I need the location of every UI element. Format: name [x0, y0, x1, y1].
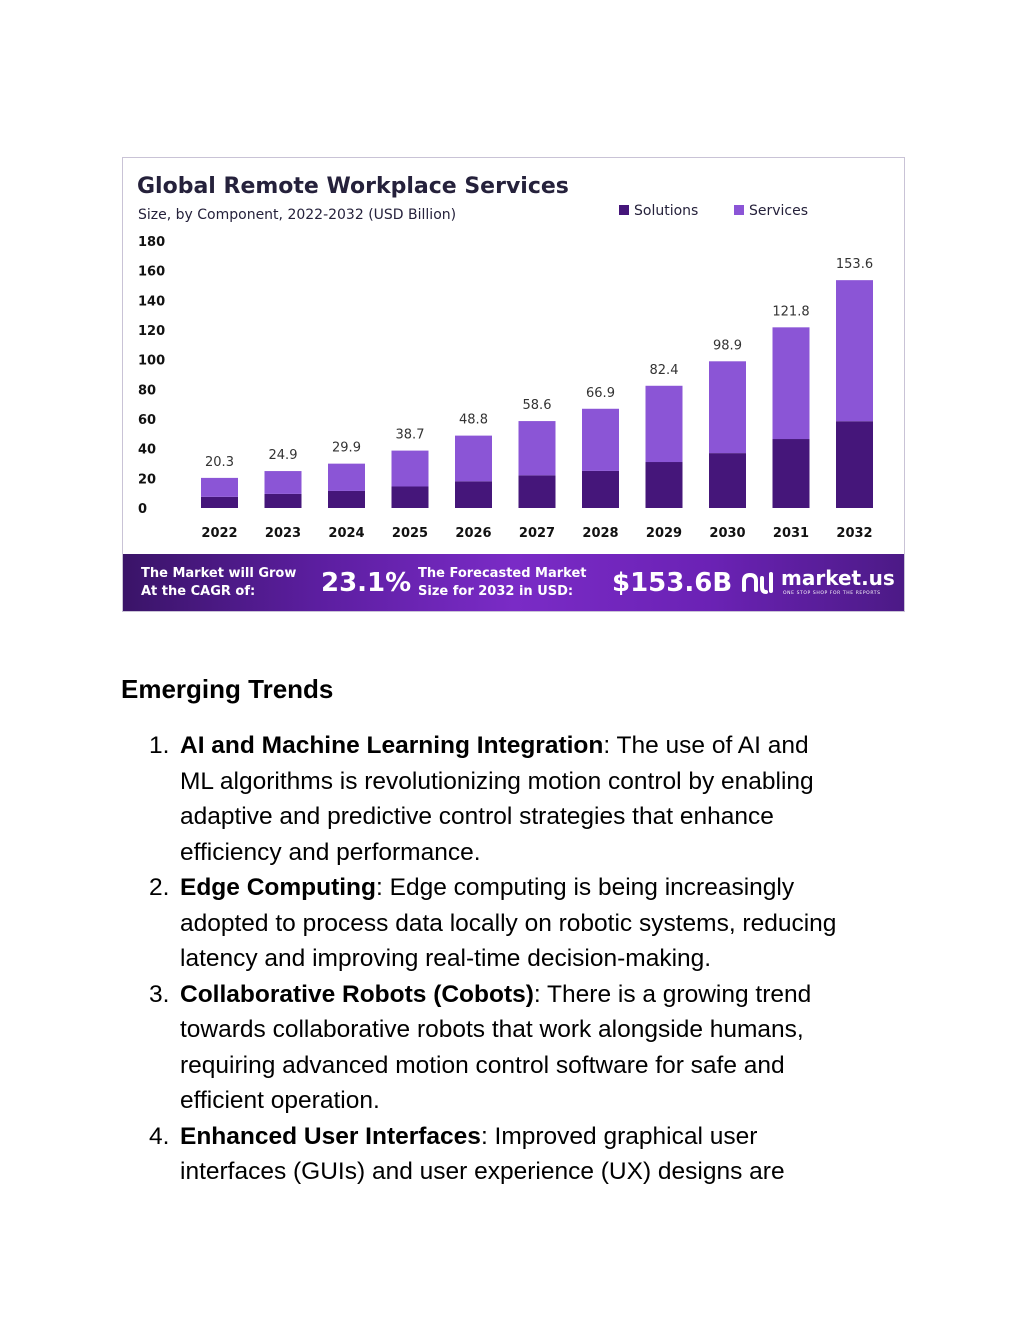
bar-solutions-2027 — [519, 475, 556, 508]
y-tick-label: 160 — [138, 264, 166, 280]
market-us-logo-tagline: ONE STOP SHOP FOR THE REPORTS — [783, 591, 881, 596]
y-tick-label: 40 — [138, 442, 157, 458]
cagr-value: 23.1% — [321, 568, 412, 598]
x-axis — [201, 526, 872, 541]
trend-title: AI and Machine Learning Integration — [180, 732, 604, 759]
trend-text: : The use of AI and — [603, 732, 809, 759]
chart-title: Global Remote Workplace Services — [137, 174, 569, 199]
legend-label-solutions: Solutions — [634, 203, 699, 219]
data-label-2022: 20.3 — [205, 454, 234, 470]
trend-text: efficient operation. — [180, 1087, 380, 1114]
data-label-2026: 48.8 — [459, 412, 488, 428]
bar-solutions-2029 — [646, 462, 683, 508]
trend-title: Collaborative Robots (Cobots) — [180, 980, 534, 1008]
forecast-label-line1: The Forecasted Market — [418, 566, 587, 581]
trend-title: Edge Computing — [180, 874, 376, 901]
data-label-2028: 66.9 — [586, 385, 615, 401]
trend-number: 4. — [149, 1122, 170, 1150]
bar-services-2028 — [582, 409, 619, 471]
market-us-logo-icon — [741, 570, 775, 596]
trend-text: latency and improving real-time decision-making. — [180, 945, 712, 972]
trend-item — [121, 977, 921, 1119]
bar-services-2025 — [392, 451, 429, 487]
x-tick-label: 2029 — [645, 526, 683, 541]
x-tick-label: 2024 — [328, 526, 365, 541]
trend-text: towards collaborative robots that work alongside humans, — [180, 1016, 804, 1043]
x-tick-label: 2028 — [582, 526, 619, 541]
x-tick-label: 2026 — [455, 526, 492, 541]
trend-title: Enhanced User Interfaces — [180, 1122, 481, 1150]
x-tick-label: 2032 — [836, 526, 873, 541]
bar-services-2029 — [646, 386, 683, 462]
trend-item — [121, 1119, 921, 1190]
stacked-bar-chart — [123, 158, 904, 553]
data-label-2029: 82.4 — [649, 362, 679, 378]
legend-label-services: Services — [749, 203, 809, 219]
section-heading: Emerging Trends — [121, 674, 334, 704]
trend-text: ML algorithms is revolutionizing motion control by enabling — [180, 767, 814, 795]
x-tick-label: 2023 — [264, 526, 302, 541]
y-tick-label: 100 — [138, 353, 166, 369]
y-tick-label: 120 — [138, 324, 166, 339]
trends-list — [121, 728, 921, 1190]
data-label-2031: 121.8 — [772, 304, 810, 320]
market-us-logo-text: market.us — [781, 566, 895, 590]
legend-swatch-solutions — [619, 205, 629, 215]
y-tick-label: 0 — [138, 502, 148, 517]
y-tick-label: 80 — [138, 383, 157, 399]
cagr-label-line1: The Market will Grow — [141, 566, 297, 581]
trend-text: : There is a growing trend — [533, 980, 812, 1008]
y-axis — [138, 235, 165, 517]
trend-number: 2. — [149, 874, 170, 901]
trend-text: efficiency and performance. — [180, 838, 481, 866]
trend-text: adopted to process data locally on robotic systems, reducing — [180, 909, 837, 937]
bar-services-2032 — [836, 280, 873, 421]
cagr-label-line2: At the CAGR of: — [141, 584, 256, 599]
bar-solutions-2031 — [773, 439, 810, 508]
legend-swatch-services — [734, 205, 744, 215]
bar-services-2024 — [328, 464, 365, 491]
trend-text: : Improved graphical user — [480, 1122, 758, 1150]
x-tick-label: 2031 — [772, 526, 810, 541]
data-label-2025: 38.7 — [395, 427, 425, 443]
bar-solutions-2026 — [455, 481, 492, 508]
bar-services-2023 — [265, 471, 302, 494]
trend-item — [121, 870, 921, 977]
trend-number: 1. — [149, 732, 170, 759]
data-label-2032: 153.6 — [835, 257, 874, 273]
y-tick-label: 180 — [138, 235, 166, 250]
data-label-2030: 98.9 — [713, 338, 742, 354]
y-tick-label: 140 — [138, 294, 166, 310]
data-label-2024: 29.9 — [332, 440, 361, 456]
chart-card — [122, 157, 905, 612]
y-tick-label: 60 — [138, 413, 157, 428]
trend-item — [121, 728, 921, 870]
bar-solutions-2023 — [265, 494, 302, 508]
bar-solutions-2025 — [392, 486, 429, 508]
summary-banner — [123, 554, 904, 612]
chart-legend — [619, 203, 808, 219]
bar-services-2031 — [773, 327, 810, 439]
trend-text: adaptive and predictive control strategies that enhance — [180, 803, 774, 830]
x-tick-label: 2030 — [709, 526, 746, 541]
bar-solutions-2022 — [201, 497, 238, 508]
x-tick-label: 2027 — [518, 526, 556, 541]
bar-services-2026 — [455, 436, 492, 482]
forecast-label-line2: Size for 2032 in USD: — [418, 584, 574, 599]
bar-solutions-2030 — [709, 453, 746, 508]
bar-solutions-2032 — [836, 421, 873, 508]
trend-text: interfaces (GUIs) and user experience (UX) designs are — [180, 1158, 785, 1185]
data-label-2027: 58.6 — [522, 398, 552, 414]
trend-text: : Edge computing is being increasingly — [375, 874, 795, 901]
x-tick-label: 2022 — [201, 526, 238, 541]
bar-solutions-2028 — [582, 471, 619, 508]
data-label-2023: 24.9 — [268, 448, 298, 464]
chart-subtitle: Size, by Component, 2022-2032 (USD Billion) — [138, 207, 457, 223]
trend-text: requiring advanced motion control software for safe and — [180, 1051, 785, 1079]
bars-group — [201, 257, 873, 508]
trend-number: 3. — [149, 980, 170, 1008]
bar-services-2022 — [201, 478, 238, 497]
y-tick-label: 20 — [138, 472, 157, 488]
bar-services-2027 — [519, 421, 556, 475]
bar-services-2030 — [709, 361, 746, 453]
forecast-value: $153.6B — [612, 568, 733, 598]
x-tick-label: 2025 — [391, 526, 429, 541]
bar-solutions-2024 — [328, 491, 365, 508]
